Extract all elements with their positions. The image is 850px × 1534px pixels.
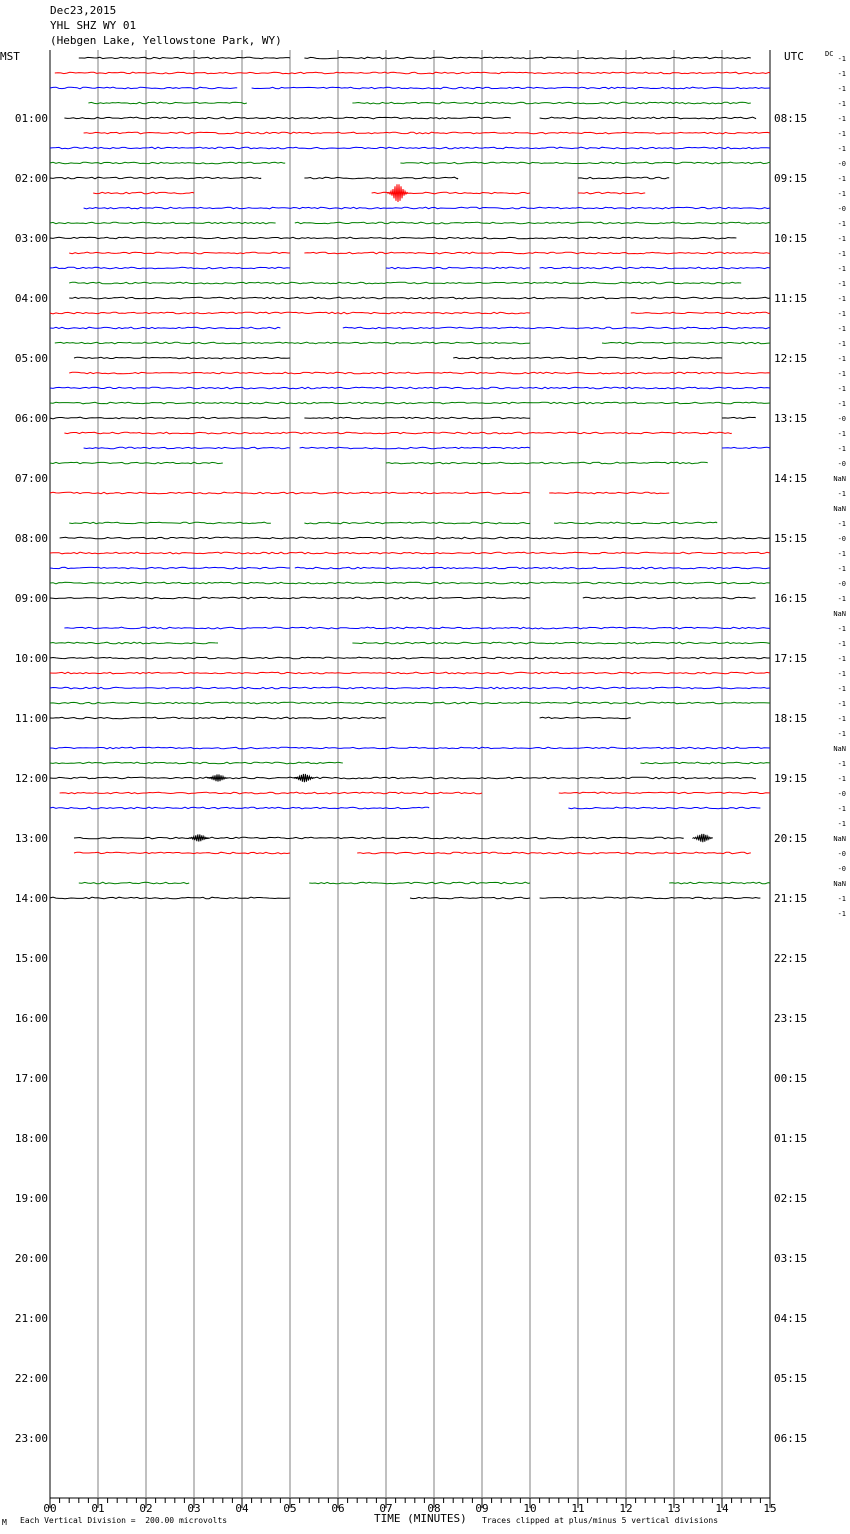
trace-segment-red [50, 672, 770, 674]
trace-segment-blue [64, 627, 770, 629]
trace-segment-red [559, 792, 770, 793]
utc-hour-label: 02:15 [774, 1192, 808, 1205]
x-tick-label: 13 [667, 1502, 681, 1515]
dc-header: DC [825, 50, 834, 58]
trace-segment-blue [84, 447, 290, 449]
trace-segment-green [50, 402, 770, 404]
dc-offset-value: -1 [837, 235, 846, 243]
trace-segment-green [50, 582, 770, 584]
trace-segment-blue [252, 87, 770, 89]
dc-offset-value: -1 [837, 595, 846, 603]
utc-hour-label: 08:15 [774, 112, 808, 125]
dc-offset-value: -0 [837, 535, 846, 543]
trace-segment-red [55, 72, 770, 74]
trace-segment-black [540, 897, 761, 899]
mst-label: MST [0, 50, 20, 63]
mst-hour-label: 08:00 [14, 532, 48, 545]
trace-segment-blue [50, 807, 429, 809]
dc-offset-value: -1 [837, 490, 846, 498]
seismic-event [208, 775, 228, 782]
mst-hour-label: 20:00 [14, 1252, 48, 1265]
dc-offset-value: NaN [833, 835, 846, 843]
trace-segment-red [64, 432, 530, 434]
dc-offset-value: -1 [837, 175, 846, 183]
dc-offset-value: -1 [837, 820, 846, 828]
mst-hour-label: 07:00 [14, 472, 48, 485]
trace-segment-black [50, 717, 386, 719]
dc-offset-value: -1 [837, 280, 846, 288]
trace-segment-blue [50, 567, 290, 569]
dc-offset-value: -1 [837, 685, 846, 693]
utc-hour-label: 21:15 [774, 892, 808, 905]
trace-segment-green [79, 882, 189, 884]
x-tick-label: 10 [523, 1502, 537, 1515]
utc-hour-label: 20:15 [774, 832, 808, 845]
dc-offset-value: -1 [837, 115, 846, 123]
dc-offset-value: -1 [837, 400, 846, 408]
utc-hour-label: 11:15 [774, 292, 808, 305]
x-tick-label: 06 [331, 1502, 345, 1515]
dc-offset-value: -0 [837, 865, 846, 873]
x-tick-label: 07 [379, 1502, 393, 1515]
dc-offset-value: -1 [837, 655, 846, 663]
trace-segment-black [50, 237, 736, 239]
trace-segment-green [400, 162, 770, 164]
trace-segment-blue [84, 207, 770, 209]
mst-hour-label: 19:00 [14, 1192, 48, 1205]
trace-segment-red [74, 852, 290, 854]
trace-segment-green [50, 642, 218, 644]
dc-offset-value: -1 [837, 370, 846, 378]
utc-hour-label: 18:15 [774, 712, 808, 725]
utc-hour-label: 00:15 [774, 1072, 808, 1085]
mst-hour-label: 16:00 [14, 1012, 48, 1025]
mst-hour-label: 05:00 [14, 352, 48, 365]
utc-hour-label: 23:15 [774, 1012, 808, 1025]
dc-offset-value: NaN [833, 475, 846, 483]
trace-segment-black [540, 717, 631, 718]
trace-segment-black [722, 417, 756, 418]
dc-offset-value: -0 [837, 580, 846, 588]
trace-segment-green [50, 762, 343, 764]
seismic-event [388, 184, 408, 202]
dc-offset-value: -0 [837, 160, 846, 168]
x-tick-label: 14 [715, 1502, 729, 1515]
dc-offset-value: -1 [837, 625, 846, 633]
dc-offset-value: -0 [837, 415, 846, 423]
dc-offset-value: -1 [837, 340, 846, 348]
trace-segment-red [578, 192, 645, 194]
dc-offset-value: -1 [837, 550, 846, 558]
dc-offset-value: -1 [837, 910, 846, 918]
mst-hour-label: 15:00 [14, 952, 48, 965]
x-tick-label: 02 [139, 1502, 153, 1515]
mst-hour-label: 13:00 [14, 832, 48, 845]
x-tick-label: 03 [187, 1502, 201, 1515]
trace-segment-red [69, 252, 290, 254]
trace-segment-green [352, 102, 750, 104]
trace-segment-green [295, 222, 770, 224]
mst-hour-label: 01:00 [14, 112, 48, 125]
utc-hour-label: 03:15 [774, 1252, 808, 1265]
mst-hour-label: 03:00 [14, 232, 48, 245]
dc-offset-value: -1 [837, 430, 846, 438]
trace-segment-black [583, 597, 756, 599]
x-axis-title: TIME (MINUTES) [374, 1512, 467, 1525]
trace-segment-black [60, 537, 770, 539]
dc-offset-value: -1 [837, 775, 846, 783]
x-tick-label: 11 [571, 1502, 585, 1515]
trace-segment-red [357, 852, 751, 854]
x-tick-label: 05 [283, 1502, 297, 1515]
dc-offset-value: NaN [833, 745, 846, 753]
dc-offset-value: -1 [837, 385, 846, 393]
dc-offset-value: -1 [837, 805, 846, 813]
dc-offset-value: -1 [837, 130, 846, 138]
corner-mark: M [2, 1518, 7, 1527]
trace-segment-red [84, 132, 770, 134]
mst-hour-label: 22:00 [14, 1372, 48, 1385]
dc-offset-value: NaN [833, 880, 846, 888]
trace-segment-blue [50, 687, 770, 689]
utc-hour-label: 16:15 [774, 592, 808, 605]
dc-offset-value: -1 [837, 895, 846, 903]
trace-segment-green [55, 342, 530, 344]
mst-hour-label: 06:00 [14, 412, 48, 425]
trace-segment-blue [540, 267, 770, 269]
mst-hour-label: 10:00 [14, 652, 48, 665]
dc-offset-value: -1 [837, 250, 846, 258]
seismic-event [693, 834, 713, 842]
dc-offset-value: -1 [837, 295, 846, 303]
trace-segment-red [304, 252, 770, 254]
x-tick-label: 00 [43, 1502, 57, 1515]
dc-offset-value: -1 [837, 85, 846, 93]
dc-offset-value: -1 [837, 730, 846, 738]
trace-segment-green [50, 462, 223, 464]
dc-offset-value: -0 [837, 205, 846, 213]
dc-offset-value: -1 [837, 700, 846, 708]
x-tick-label: 01 [91, 1502, 105, 1515]
trace-segment-blue [50, 147, 770, 149]
trace-segment-blue [386, 267, 530, 269]
utc-hour-label: 12:15 [774, 352, 808, 365]
dc-offset-value: -1 [837, 310, 846, 318]
dc-offset-value: -1 [837, 760, 846, 768]
seismic-event [294, 774, 314, 782]
trace-segment-green [69, 522, 271, 524]
trace-segment-black [79, 57, 290, 59]
dc-offset-value: -1 [837, 325, 846, 333]
dc-offset-value: -1 [837, 445, 846, 453]
trace-segment-red [50, 552, 770, 554]
trace-segment-black [304, 57, 750, 59]
trace-segment-black [50, 777, 756, 779]
dc-offset-value: -1 [837, 55, 846, 63]
utc-hour-label: 19:15 [774, 772, 808, 785]
x-tick-label: 04 [235, 1502, 249, 1515]
trace-segment-black [50, 177, 261, 179]
dc-offset-value: -1 [837, 715, 846, 723]
clip-note: Traces clipped at plus/minus 5 vertical divisions [482, 1516, 719, 1525]
utc-label: UTC [784, 50, 804, 63]
trace-segment-red [93, 192, 194, 194]
trace-segment-black [50, 417, 290, 419]
mst-hour-label: 14:00 [14, 892, 48, 905]
trace-segment-red [530, 432, 732, 434]
trace-segment-black [74, 357, 290, 359]
mst-hour-label: 09:00 [14, 592, 48, 605]
trace-segment-blue [343, 327, 770, 329]
utc-hour-label: 17:15 [774, 652, 808, 665]
utc-hour-label: 09:15 [774, 172, 808, 185]
station-name: YHL SHZ WY 01 [50, 19, 137, 32]
trace-segment-black [69, 297, 770, 299]
trace-segment-black [50, 897, 290, 899]
trace-segment-black [64, 117, 510, 119]
trace-segment-blue [300, 447, 530, 448]
utc-hour-label: 13:15 [774, 412, 808, 425]
x-tick-label: 08 [427, 1502, 441, 1515]
dc-offset-value: NaN [833, 610, 846, 618]
mst-hour-label: 21:00 [14, 1312, 48, 1325]
mst-hour-label: 17:00 [14, 1072, 48, 1085]
dc-offset-value: -1 [837, 100, 846, 108]
dc-offset-value: -1 [837, 520, 846, 528]
trace-segment-blue [50, 327, 280, 329]
dc-offset-value: -1 [837, 355, 846, 363]
trace-segment-black [50, 657, 770, 659]
mst-hour-label: 02:00 [14, 172, 48, 185]
dc-offset-value: -1 [837, 670, 846, 678]
mst-hour-label: 12:00 [14, 772, 48, 785]
trace-segment-green [50, 702, 770, 704]
trace-segment-blue [50, 747, 770, 749]
trace-segment-blue [295, 567, 770, 569]
dc-offset-value: -1 [837, 190, 846, 198]
utc-hour-label: 22:15 [774, 952, 808, 965]
trace-segment-green [640, 762, 770, 764]
utc-hour-label: 01:15 [774, 1132, 808, 1145]
utc-hour-label: 05:15 [774, 1372, 808, 1385]
trace-segment-green [88, 102, 246, 104]
mst-hour-label: 04:00 [14, 292, 48, 305]
trace-segment-black [540, 117, 756, 119]
trace-segment-green [669, 882, 770, 884]
x-tick-label: 15 [763, 1502, 777, 1515]
trace-segment-blue [50, 87, 237, 89]
trace-segment-green [69, 282, 741, 284]
trace-segment-blue [568, 807, 760, 809]
trace-segment-blue [722, 447, 770, 448]
station-location: (Hebgen Lake, Yellowstone Park, WY) [50, 34, 282, 47]
dc-offset-value: -1 [837, 220, 846, 228]
record-date: Dec23,2015 [50, 4, 117, 17]
dc-offset-value: -1 [837, 265, 846, 273]
x-tick-label: 09 [475, 1502, 489, 1515]
utc-hour-label: 14:15 [774, 472, 808, 485]
seismic-event [189, 835, 209, 842]
dc-offset-value: -1 [837, 565, 846, 573]
trace-segment-blue [50, 387, 770, 389]
trace-segment-black [304, 177, 458, 179]
mst-hour-label: 23:00 [14, 1432, 48, 1445]
trace-segment-black [74, 837, 684, 839]
dc-offset-value: -0 [837, 850, 846, 858]
dc-offset-value: -1 [837, 70, 846, 78]
dc-offset-value: -0 [837, 790, 846, 798]
trace-segment-green [309, 882, 530, 884]
utc-hour-label: 04:15 [774, 1312, 808, 1325]
dc-offset-value: NaN [833, 505, 846, 513]
x-tick-label: 12 [619, 1502, 633, 1515]
utc-hour-label: 10:15 [774, 232, 808, 245]
mst-hour-label: 11:00 [14, 712, 48, 725]
trace-segment-black [453, 357, 722, 359]
scale-note: Each Vertical Division = 200.00 microvolts [20, 1516, 228, 1525]
dc-offset-value: -0 [837, 460, 846, 468]
trace-segment-red [549, 492, 669, 494]
trace-segment-black [410, 897, 530, 899]
trace-segment-red [60, 792, 482, 794]
trace-segment-green [352, 642, 770, 644]
utc-hour-label: 15:15 [774, 532, 808, 545]
trace-segment-black [578, 177, 669, 179]
mst-hour-label: 18:00 [14, 1132, 48, 1145]
dc-offset-value: -1 [837, 640, 846, 648]
dc-offset-value: -1 [837, 145, 846, 153]
trace-segment-blue [50, 267, 290, 269]
utc-hour-label: 06:15 [774, 1432, 808, 1445]
trace-segment-green [602, 342, 770, 344]
trace-segment-red [69, 372, 770, 374]
trace-segment-red [631, 312, 770, 314]
trace-segment-green [50, 162, 285, 164]
